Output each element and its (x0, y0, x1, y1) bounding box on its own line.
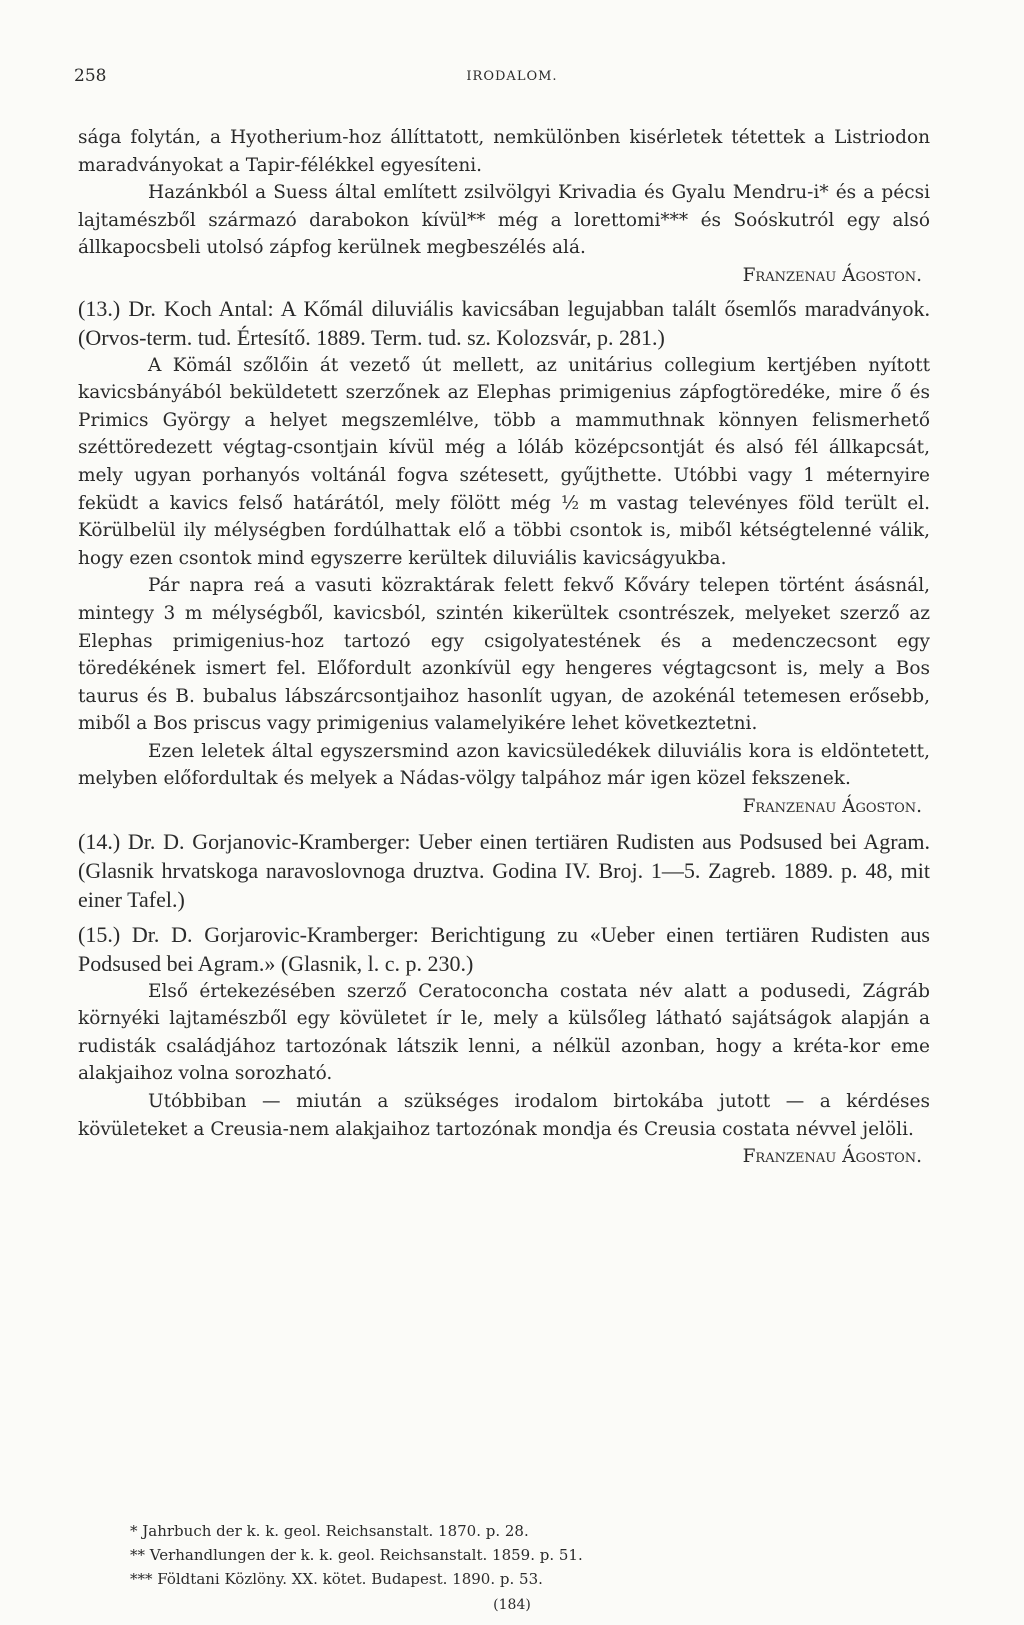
page-header (74, 66, 950, 92)
bibliographic-entry-13: (13.) Dr. Koch Antal: A Kőmál diluviális kavicsában legujabban talált ősemlős maradványok. (Orvos-term. tud. Értesítő. 1889. Term. tud. sz. Kolozsvár, p. 281.) (78, 295, 930, 350)
paragraph: A Kömál szőlőin át vezető út mellett, az unitárius collegium kertjében nyított kavicsbányából beküldetett szerzőnek az Elephas primigenius zápfogtöredéke, mire ő és Primics György a helyet megszemlélve, több a mammuthnak könnyen felismerhető széttöredezett végtag-csontjain kívül még a lóláb középcsontját és alsó fél állkapcsát, mely ugyan porhanyós voltánál fogva szétesett, gyűjthette. Utóbbi vagy 1 méternyire feküdt a kavics felső határától, mely fölött még ½ m vastag televényes föld terült el. Körülbelül ily mélységben fordúlhattak elő a többi csontok is, miből kétségtelenné válik, hogy ezen csontok mind egyszerre kerültek diluviális kavicságyukba. (78, 354, 930, 569)
bibliographic-entry-15: (15.) Dr. D. Gorjarovic-Kramberger: Berichtigung zu «Ueber einen tertiären Rudisten aus Podsused bei Agram.» (Glasnik, l. c. p. 230.) (78, 921, 930, 976)
paragraph: Utóbbiban — miután a szükséges irodalom birtokába jutott — a kérdéses kövületeket a Creusia-nem alakjaihoz tartozónak mondja és Creusia costata névvel jelöli. (78, 1091, 930, 1140)
footnote: * Jahrbuch der k. k. geol. Reichsanstalt. 1870. p. 28. (130, 1522, 529, 1540)
running-title: IRODALOM. (466, 69, 558, 84)
paragraph: Ezen leletek által egyszersmind azon kavicsüledékek diluviális kora is eldöntetett, melyben előfordultak és melyek a Nádas-völgy talpához már igen közel fekszenek. (78, 740, 930, 790)
bibliographic-entry-14: (14.) Dr. D. Gorjanovic-Kramberger: Ueber einen tertiären Rudisten aus Podsused bei Agram. (Glasnik hrvatskoga naravoslovnoga druztva. Godina IV. Broj. 1—5. Zagreb. 1889. p. 48, mit einer Tafel.) (78, 828, 930, 912)
author-signature: Franzenau Ágoston. (742, 796, 922, 818)
author-signature: Franzenau Ágoston. (742, 264, 922, 286)
paragraph: sága folytán, a Hyotherium-hoz állíttatott, nemkülönben kisérletek tétettek a Listriodon maradványokat a Tapir-félékkel egyesíteni. (78, 127, 930, 176)
folio: (184) (493, 1597, 531, 1613)
paragraph: Pár napra reá a vasuti közraktárak felett fekvő Kőváry telepen történt ásásnál, mintegy 3 m mélységből, kavicsból, szintén kikerültek csontrészek, melyeket szerző az Elephas primigenius-hoz tartozó egy csigolyatestének és a medenczecsont egy töredékének ismert fel. Előfordult azonkívül egy hengeres végtagcsont is, mely a Bos taurus és B. bubalus lábszárcsontjaihoz hasonlít ugyan, de azokénál tetemesen erősebb, miből a Bos priscus vagy primigenius valamelyikére lehet következtetni. (78, 575, 930, 735)
paragraph: Hazánkból a Suess által említett zsilvölgyi Krivadia és Gyalu Mendru-i* és a pécsi lajtamészből származó darabokon kívül** még a lorettomi*** és Soóskutról egy alsó állkapocsbeli utolsó zápfog kerülnek megbeszélés alá. (78, 182, 930, 259)
footnotes (130, 1519, 910, 1591)
page-number: 258 (74, 66, 107, 86)
page-body (78, 124, 930, 1171)
footnote: ** Verhandlungen der k. k. geol. Reichsanstalt. 1859. p. 51. (130, 1546, 583, 1564)
author-signature: Franzenau Ágoston. (742, 1146, 922, 1168)
footnote: *** Földtani Közlöny. XX. kötet. Budapest. 1890. p. 53. (130, 1570, 543, 1588)
paragraph: Első értekezésében szerző Ceratoconcha costata név alatt a podusedi, Zágráb környéki lajtamészből egy kövületet ír le, mely a külsőleg látható sajátságok alapján a rudisták családjához tartozónak látszik lenni, a nélkül azonban, hogy a kréta-kor eme alakjaihoz volna sorozható. (78, 980, 930, 1085)
